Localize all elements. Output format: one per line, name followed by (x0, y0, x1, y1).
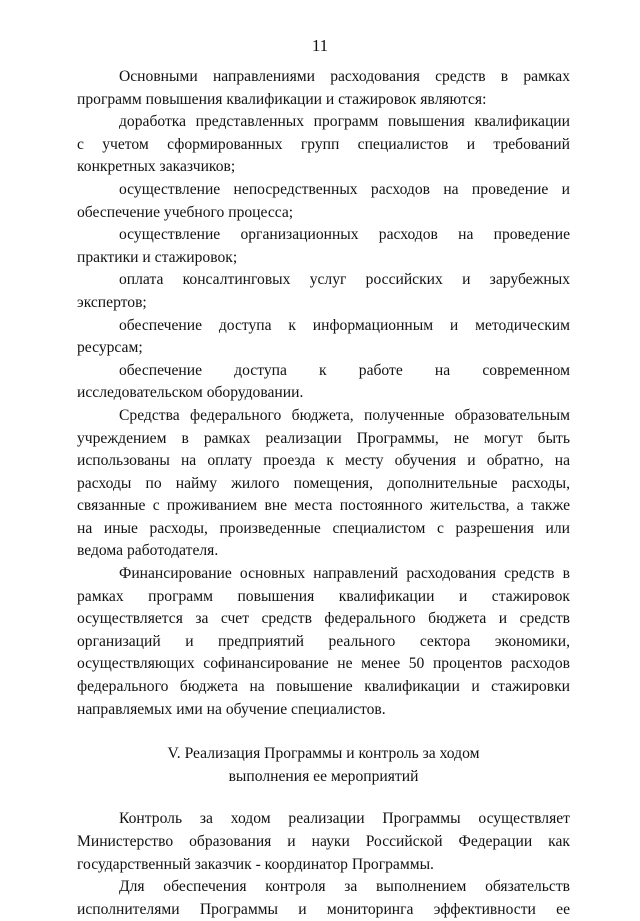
list-item (77, 179, 570, 224)
paragraph-expense-directions (77, 66, 570, 111)
paragraph-budget-funds (77, 405, 570, 563)
text-line: Основными направлениями расходования средств в рамках (119, 68, 570, 85)
paragraph-control (77, 808, 570, 876)
section-heading-line: V. Реализация Программы и контроль за ходом (167, 745, 480, 763)
text-line: связанные с проживанием вне места постоянного жительства, а также (77, 497, 570, 515)
text-line: обеспечение учебного процесса; (77, 203, 294, 221)
text-line: Финансирование основных направлений расходования средств в (119, 565, 570, 583)
text-line: использованы на оплату проезда к месту обучения и обратно, на (77, 452, 570, 470)
text-line: доработка представленных программ повышения квалификации (119, 113, 570, 131)
text-line: расходы по найму жилого помещения, дополнительные расходы, (77, 474, 570, 492)
list-item (77, 315, 570, 360)
list-item (77, 111, 570, 179)
page-number: 11 (311, 36, 329, 55)
text-line: направляемых ими на обучение специалистов. (77, 700, 386, 718)
section-heading (77, 743, 570, 788)
text-line: программ повышения квалификации и стажировок являются: (77, 90, 487, 108)
text-line: оплата консалтинговых услуг российских и зарубежных (119, 271, 570, 289)
text-line: федерального бюджета на повышение квалификации и стажировки (77, 678, 570, 696)
text-line: конкретных заказчиков; (77, 158, 236, 176)
text-line: на иные расходы, произведенные специалистом с разрешения или (77, 519, 570, 537)
text-line: Средства федерального бюджета, полученные образовательным (119, 406, 570, 424)
document-body (77, 66, 570, 921)
text-line: организаций и предприятий реального сектора экономики, (77, 632, 570, 650)
section-heading-line: выполнения ее мероприятий (228, 767, 419, 785)
text-line: исполнителями Программы и мониторинга эффективности ее (77, 900, 570, 918)
list-item (77, 224, 570, 269)
text-line: экспертов; (77, 293, 147, 311)
paragraph-monitoring (77, 876, 570, 921)
text-line: с учетом сформированных групп специалистов и требований (77, 135, 570, 153)
text-line: Для обеспечения контроля за выполнением обязательств (119, 878, 570, 896)
text-line: учреждением в рамках реализации Программы, не могут быть (77, 429, 570, 447)
text-line: осуществляющих софинансирование не менее 50 процентов расходов (77, 655, 570, 673)
paragraph-financing (77, 563, 570, 721)
text-line: осуществление непосредственных расходов на проведение и (119, 180, 570, 198)
text-line: обеспечение доступа к информационным и методическим (119, 316, 570, 334)
text-line: осуществление организационных расходов на проведение (119, 226, 570, 244)
text-line: обеспечение доступа к работе на современном (119, 361, 570, 379)
text-line: государственный заказчик - координатор Программы. (77, 855, 434, 873)
text-line: исследовательском оборудовании. (77, 384, 304, 402)
text-line: ведома работодателя. (77, 542, 219, 560)
text-line: Министерство образования и науки Российской Федерации как (77, 833, 570, 850)
list-item (77, 269, 570, 314)
text-line: осуществляется за счет средств федерального бюджета и средств (77, 610, 570, 628)
text-line: рамках программ повышения квалификации и стажировок (77, 587, 570, 605)
list-item (77, 360, 570, 405)
text-line: ресурсам; (77, 339, 143, 357)
text-line: практики и стажировок; (77, 248, 238, 266)
text-line: Контроль за ходом реализации Программы осуществляет (119, 810, 570, 828)
